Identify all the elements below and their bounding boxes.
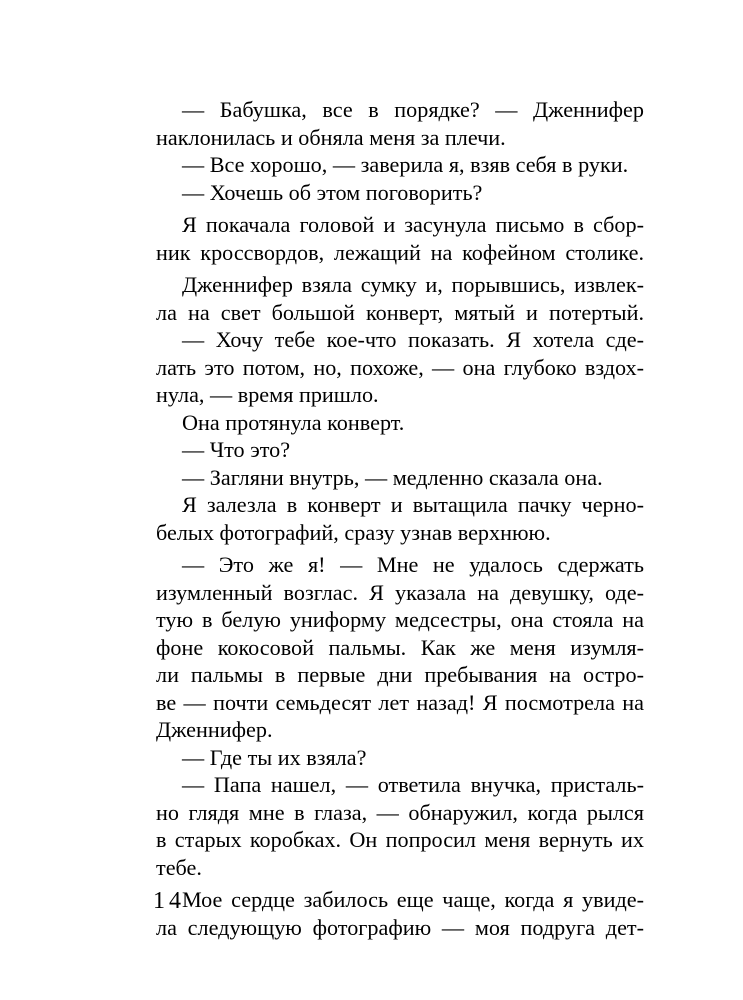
text-line: но глядя мне в глаза, — обнаружил, когда рылся <box>156 799 644 825</box>
text-line: лать это потом, но, похоже, — она глубоко вздох- <box>156 354 644 380</box>
text-line: в старых коробках. Он попросил меня вернуть их <box>156 827 644 852</box>
text-line: тую в белую униформу медсестры, она стояла на <box>156 607 644 632</box>
text-line: Мое сердце забилось еще чаще, когда я увиде- <box>182 887 644 912</box>
text-line: тебе. <box>156 854 202 880</box>
text-line: Она протянула конверт. <box>182 409 405 435</box>
text-line: — Папа нашел, — ответила внучка, присталь- <box>182 772 644 797</box>
text-line: — Это же я! — Мне не удалось сдержать <box>182 552 644 577</box>
page-number: 14 <box>153 888 185 914</box>
text-line: ник кроссвордов, лежащий на кофейном столике. <box>156 239 644 265</box>
text-line: изумленный возглас. Я указала на девушку, оде- <box>156 579 644 605</box>
text-line: Дженнифер взяла сумку и, порывшись, извлек- <box>182 272 644 297</box>
text-line: нула, — время пришло. <box>156 382 379 407</box>
text-line: — Хочу тебе кое-что показать. Я хотела сде- <box>182 327 644 352</box>
text-line: фоне кокосовой пальмы. Как же меня изумля- <box>156 634 644 660</box>
text-line: ла на свет большой конверт, мятый и потертый. <box>156 299 644 325</box>
text-line: — Загляни внутрь, — медленно сказала она. <box>182 464 603 490</box>
text-line: наклонилась и обняла меня за плечи. <box>156 124 506 150</box>
text-line: ли пальмы в первые дни пребывания на остро- <box>156 662 644 687</box>
text-line: Я залезла в конверт и вытащила пачку черно- <box>182 492 644 517</box>
text-line: — Где ты их взяла? <box>182 744 367 770</box>
text-line: ве — почти семьдесят лет назад! Я посмотрела на <box>156 689 644 715</box>
text-line: Я покачала головой и засунула письмо в сбор- <box>182 212 644 237</box>
text-line: белых фотографий, сразу узнав верхнюю. <box>156 519 551 545</box>
text-line: — Что это? <box>182 437 291 462</box>
text-line: ла следующую фотографию — моя подруга дет- <box>156 914 644 940</box>
text-line: — Хочешь об этом поговорить? <box>182 179 483 205</box>
body-text <box>156 96 644 941</box>
text-line: Дженнифер. <box>156 717 273 742</box>
text-line: — Все хорошо, — заверила я, взяв себя в руки. <box>182 152 629 177</box>
text-line: — Бабушка, все в порядке? — Дженнифер <box>182 97 644 122</box>
